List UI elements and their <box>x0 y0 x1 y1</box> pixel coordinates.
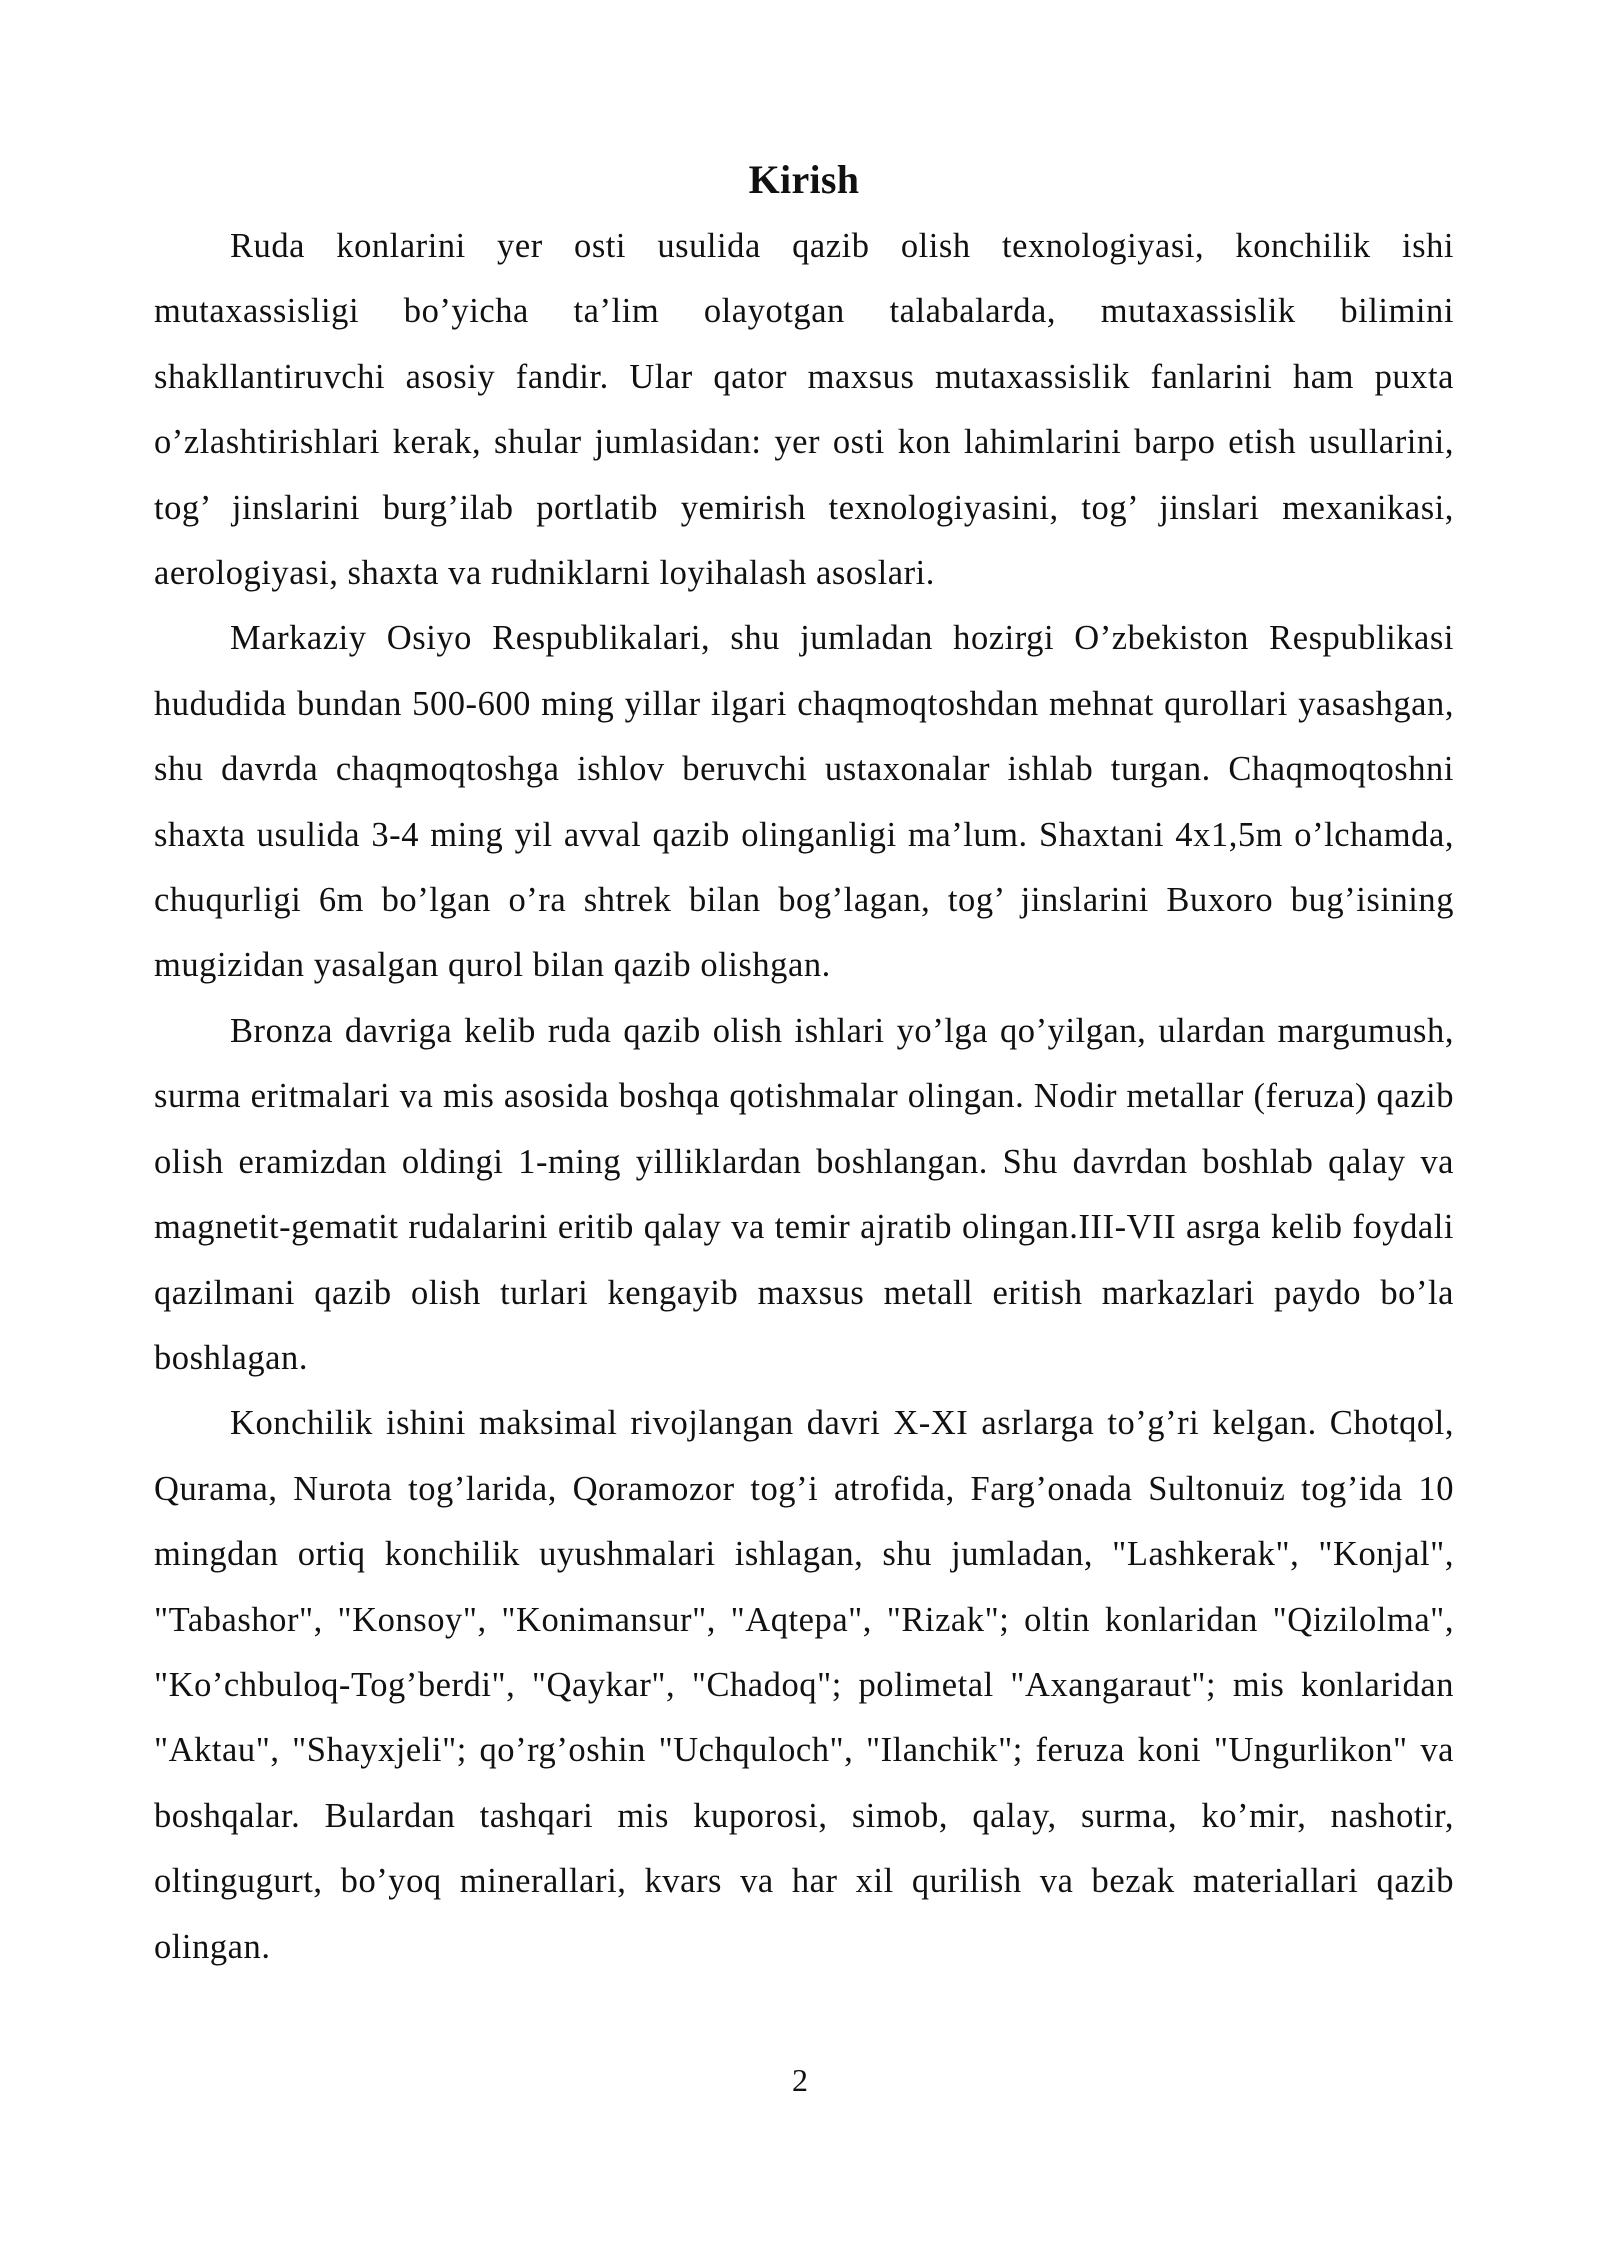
page-number: 2 <box>792 2062 808 2098</box>
paragraph-3: Bronza davriga kelib ruda qazib olish ishlari yo’lga qo’yilgan, ulardan margumush, surma eritmalari va mis asosida boshqa qotishmalar olingan. Nodir metallar (feruza) qazib olish eramizdan oldingi 1-ming yilliklardan boshlangan. Shu davrdan boshlab qalay va magnetit-gematit rudalarini eritib qalay va temir ajratib olingan.III-VII asrga kelib foydali qazilmani qazib olish turlari kengayib maxsus metall eritish markazlari paydo bo’la boshlagan. <box>154 1011 1454 1377</box>
page-content <box>154 150 1454 1980</box>
page-title: Kirish <box>748 157 860 202</box>
paragraph-1: Ruda konlarini yer osti usulida qazib olish texnologiyasi, konchilik ishi mutaxassisligi bo’yicha ta’lim olayotgan talabalarda, mutaxassislik bilimini shakllantiruvchi asosiy fandir. Ular qator maxsus mutaxassislik fanlarini ham puxta o’zlashtirishlari kerak, shular jumlasidan: yer osti kon lahimlarini barpo etish usullarini, tog’ jinslarini burg’ilab portlatib yemirish texnologiyasini, tog’ jinslari mexanikasi, aerologiyasi, shaxta va rudniklarni loyihalash asoslari. <box>154 227 1454 593</box>
paragraph-4: Konchilik ishini maksimal rivojlangan davri X-XI asrlarga to’g’ri kelgan. Chotqol, Qurama, Nurota tog’larida, Qoramozor tog’i atrofida, Farg’onada Sultonuiz tog’ida 10 mingdan ortiq konchilik uyushmalari ishlagan, shu jumladan, "Lashkerak", "Konjal", "Tabashor", "Konsoy", "Konimansur", "Aqtepa", "Rizak"; oltin konlaridan "Qizilolma", "Ko’chbuloq-Tog’berdi", "Qaykar", "Chadoq"; polimetal "Axangaraut"; mis konlaridan "Aktau", "Shayxjeli"; qo’rg’oshin "Uchquloch", "Ilanchik"; feruza koni "Ungurlikon" va boshqalar. Bulardan tashqari mis kuporosi, simob, qalay, surma, ko’mir, nashotir, oltingugurt, bo’yoq minerallari, kvars va har xil qurilish va bezak materiallari qazib olingan. <box>154 1404 1454 1966</box>
paragraph-2: Markaziy Osiyo Respublikalari, shu jumladan hozirgi O’zbekiston Respublikasi hududida bundan 500-600 ming yillar ilgari chaqmoqtoshdan mehnat qurollari yasashgan, shu davrda chaqmoqtoshga ishlov beruvchi ustaxonalar ishlab turgan. Chaqmoqtoshni shaxta usulida 3-4 ming yil avval qazib olinganligi ma’lum. Shaxtani 4x1,5m o’lchamda, chuqurligi 6m bo’lgan o’ra shtrek bilan bog’lagan, tog’ jinslarini Buxoro bug’isining mugizidan yasalgan qurol bilan qazib olishgan. <box>154 619 1454 985</box>
